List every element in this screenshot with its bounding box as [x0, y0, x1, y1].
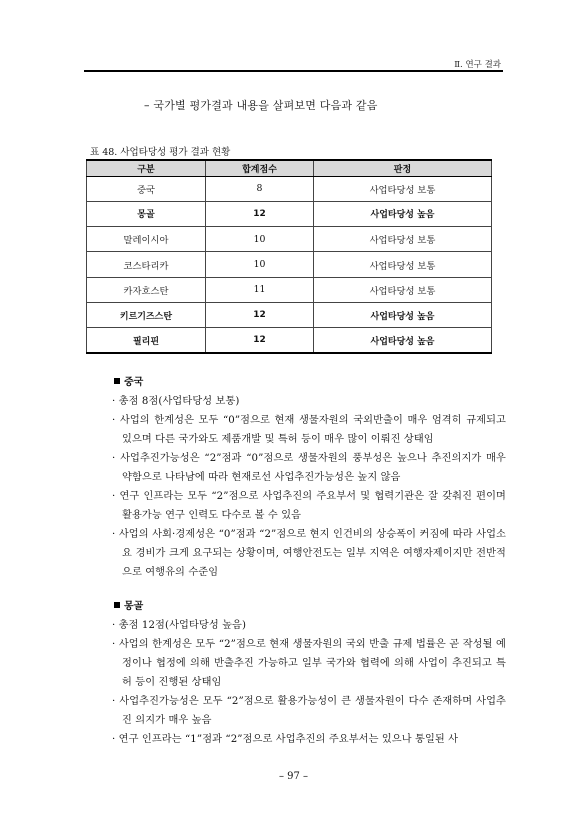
table-caption: 표 48. 사업타당성 평가 결과 현황 — [90, 147, 231, 158]
square-bullet-icon — [114, 602, 120, 608]
page-number: – 97 – — [278, 771, 309, 782]
score-cell: 12 — [206, 302, 314, 327]
evaluation-table — [86, 159, 492, 354]
square-bullet-icon — [114, 378, 120, 384]
verdict-cell: 사업타당성 보통 — [314, 277, 492, 302]
table-row — [87, 201, 492, 226]
table-row — [87, 328, 492, 353]
section-heading — [112, 374, 506, 392]
header-rule — [84, 70, 503, 72]
verdict-cell: 사업타당성 높음 — [314, 201, 492, 226]
bullet-item: · 사업추진가능성은 모두 “2”점으로 활용가능성이 큰 생물자원이 다수 존재하며 사업추진 의지가 매우 높음 — [112, 696, 506, 726]
country-cell: 필리핀 — [87, 328, 206, 353]
verdict-cell: 사업타당성 높음 — [314, 302, 492, 327]
verdict-cell: 사업타당성 보통 — [314, 227, 492, 252]
bullet-item: · 총점 8점(사업타당성 보통) — [112, 396, 240, 407]
table-header-row — [87, 160, 492, 176]
country-cell: 코스타리카 — [87, 252, 206, 277]
score-cell: 12 — [206, 328, 314, 353]
country-cell: 몽골 — [87, 201, 206, 226]
country-cell: 카자흐스탄 — [87, 277, 206, 302]
bullet-item: · 사업의 한계성은 모두 “2”점으로 현재 생물자원의 국외 반출 규제 법률은 곧 작성될 예정이나 협정에 의해 반출추진 가능하고 일부 국가와 협력에 의해 사업이 추진되고 특허 등이 진행된 상태임 — [112, 639, 506, 688]
score-cell: 10 — [206, 252, 314, 277]
intro-sentence: – 국가별 평가결과 내용을 살펴보면 다음과 같음 — [144, 99, 378, 112]
column-header-score: 합계점수 — [206, 160, 314, 176]
column-header-verdict: 판정 — [314, 160, 492, 176]
verdict-cell: 사업타당성 보통 — [314, 252, 492, 277]
country-cell: 중국 — [87, 176, 206, 201]
running-header: Ⅱ. 연구 결과 — [454, 60, 501, 70]
table-row — [87, 277, 492, 302]
country-cell: 키르기즈스탄 — [87, 302, 206, 327]
section-mongolia — [112, 598, 506, 749]
bullet-item: · 사업의 한계성은 모두 “0”점으로 현재 생물자원의 국외반출이 매우 엄격히 규제되고 있으며 다른 국가와도 제품개발 및 특허 등이 매우 많이 이뤄진 상태임 — [112, 415, 506, 445]
bullet-item: · 사업추진가능성은 “2”점과 “0”점으로 생물자원의 풍부성은 높으나 추진의지가 매우 약함으로 나타남에 따라 현재로선 사업추진가능성은 높지 않음 — [112, 453, 506, 483]
country-cell: 말레이시아 — [87, 227, 206, 252]
score-cell: 8 — [206, 176, 314, 201]
bullet-item: · 총점 12점(사업타당성 높음) — [112, 620, 247, 631]
section-heading — [112, 598, 506, 616]
score-cell: 12 — [206, 201, 314, 226]
table-row — [87, 252, 492, 277]
bullet-item: · 연구 인프라는 “1”점과 “2”점으로 사업추진의 주요부서는 있으나 통일된 사 — [112, 734, 459, 745]
score-cell: 11 — [206, 277, 314, 302]
section-china — [112, 374, 506, 582]
table-row — [87, 227, 492, 252]
section-heading-text: 중국 — [124, 377, 144, 388]
verdict-cell: 사업타당성 높음 — [314, 328, 492, 353]
score-cell: 10 — [206, 227, 314, 252]
bullet-item: · 연구 인프라는 모두 “2”점으로 사업추진의 주요부서 및 협력기관은 잘 갖춰진 편이며 활용가능 연구 인력도 다수로 볼 수 있음 — [112, 491, 506, 521]
table-row — [87, 176, 492, 201]
column-header-country: 구분 — [87, 160, 206, 176]
bullet-item: · 사업의 사회·경제성은 “0”점과 “2”점으로 현지 인건비의 상승폭이 커짐에 따라 사업소요 경비가 크게 요구되는 상황이며, 여행안전도는 일부 지역은 여행자제이지만 전반적으로 여행유의 수준임 — [112, 529, 506, 578]
verdict-cell: 사업타당성 보통 — [314, 176, 492, 201]
section-heading-text: 몽골 — [124, 601, 144, 612]
table-row — [87, 302, 492, 327]
